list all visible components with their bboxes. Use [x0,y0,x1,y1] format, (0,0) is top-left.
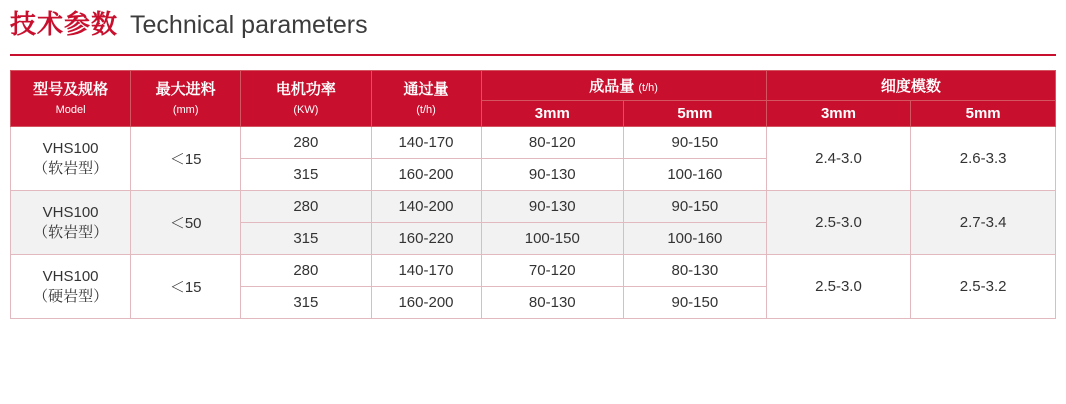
header-throughput [371,71,481,127]
header-motor-power [241,71,371,127]
header-max-feed-main: 最大进料 [155,80,216,98]
title-divider [10,54,1056,56]
header-max-feed-sub: (mm) [172,103,199,116]
cell-output-3mm: 70-120 [481,255,624,287]
cell-throughput: 160-200 [371,287,481,319]
cell-throughput: 160-200 [371,159,481,191]
cell-output-5mm: 90-150 [624,287,767,319]
cell-output-5mm: 100-160 [624,223,767,255]
cell-output-5mm: 80-130 [624,255,767,287]
header-output-main: 成品量 [589,78,635,95]
cell-fineness-3mm: 2.5-3.0 [766,255,911,319]
header-model [11,71,131,127]
header-fineness-3mm: 3mm [766,101,911,127]
page-title-en: Technical parameters [130,11,368,39]
header-output-3mm: 3mm [481,101,624,127]
cell-fineness-5mm: 2.7-3.4 [911,191,1056,255]
cell-model-line1: VHS100 [42,203,99,221]
cell-output-5mm: 90-150 [624,191,767,223]
header-model-sub: Model [55,103,86,116]
cell-model [11,191,131,255]
cell-output-3mm: 90-130 [481,159,624,191]
cell-max-feed: ＜50 [131,191,241,255]
cell-fineness-5mm: 2.6-3.3 [911,127,1056,191]
cell-motor-power: 315 [241,287,371,319]
page-title [0,0,1066,42]
cell-model-line2: （硬岩型） [33,287,109,305]
cell-output-3mm: 80-120 [481,127,624,159]
table-header [11,71,1056,127]
cell-motor-power: 315 [241,159,371,191]
cell-model [11,255,131,319]
table-row [11,255,1056,287]
cell-throughput: 160-220 [371,223,481,255]
header-motor-power-sub: (KW) [293,103,319,116]
cell-model-line1: VHS100 [42,139,99,157]
cell-motor-power: 280 [241,191,371,223]
header-output-sub: (t/h) [638,82,658,94]
cell-motor-power: 280 [241,255,371,287]
header-max-feed [131,71,241,127]
cell-motor-power: 315 [241,223,371,255]
cell-fineness-3mm: 2.4-3.0 [766,127,911,191]
cell-fineness-3mm: 2.5-3.0 [766,191,911,255]
table-row [11,127,1056,159]
header-fineness [766,71,1055,101]
table-header-row-1 [11,71,1056,101]
cell-output-5mm: 100-160 [624,159,767,191]
cell-model-line2: （软岩型） [33,223,109,241]
cell-model-line2: （软岩型） [33,159,109,177]
table-body [11,127,1056,319]
cell-throughput: 140-170 [371,127,481,159]
header-throughput-main: 通过量 [403,80,449,98]
cell-output-5mm: 90-150 [624,127,767,159]
specifications-table [10,70,1056,319]
cell-model-line1: VHS100 [42,267,99,285]
table-row [11,191,1056,223]
header-output-5mm: 5mm [624,101,767,127]
cell-throughput: 140-200 [371,191,481,223]
cell-motor-power: 280 [241,127,371,159]
cell-output-3mm: 90-130 [481,191,624,223]
cell-max-feed: ＜15 [131,255,241,319]
header-output [481,71,766,101]
page-title-cn: 技术参数 [10,9,119,39]
cell-throughput: 140-170 [371,255,481,287]
cell-model [11,127,131,191]
header-fineness-5mm: 5mm [911,101,1056,127]
cell-output-3mm: 80-130 [481,287,624,319]
header-fineness-main: 细度模数 [880,78,941,95]
cell-fineness-5mm: 2.5-3.2 [911,255,1056,319]
header-throughput-sub: (t/h) [416,103,436,116]
header-motor-power-main: 电机功率 [275,80,336,98]
header-model-main: 型号及规格 [33,80,109,98]
cell-output-3mm: 100-150 [481,223,624,255]
cell-max-feed: ＜15 [131,127,241,191]
